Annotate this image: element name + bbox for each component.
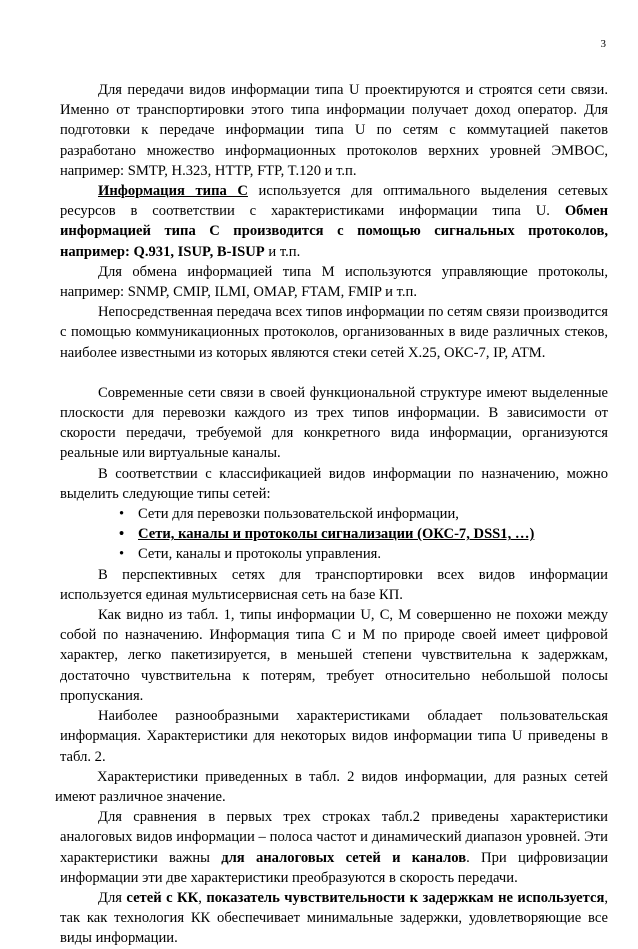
list-item: • Сети, каналы и протоколы управления. — [138, 544, 608, 564]
cs-tail: , так как технология КК обеспечивает минимальные задержки, удовлетворяющие все виды информации. — [60, 889, 608, 947]
page-number: 3 — [600, 38, 606, 50]
paragraph-multiservice: В перспективных сетях для транспортировки всех видов информации используется единая мультисервисная сеть на базе КП. — [60, 566, 608, 603]
info-type-c-bold: Обмен информацией типа С производится с помощью сигнальных протоколов, например: Q.931, ISUP, B-ISUP — [60, 203, 608, 260]
list-item: • Сети, каналы и протоколы сигнализации (ОКС-7, DSS1, …) — [138, 524, 608, 544]
paragraph-protocol-stacks: Непосредственная передача всех типов информации по сетям связи производится с помощью коммуникационных протоколов, организованных в виде различных стеков, наиболее известными из которых являются стеки сетей X.25, ОКС-7, IP, ATM. — [60, 304, 608, 361]
paragraph-gap — [60, 363, 608, 383]
cs-bold-2: показатель чувствительности к задержкам не используется — [206, 889, 605, 906]
analog-tail: . При цифровизации информации эти две характеристики преобразуются в скорость передачи. — [60, 849, 609, 886]
cs-mid: , — [198, 889, 207, 906]
paragraph-network-types-intro: В соответствии с классификацией видов информации по назначению, можно выделить следующие типы сетей: — [60, 465, 608, 502]
paragraph-info-type-m: Для обмена информацией типа М используются управляющие протоколы, например: SNMP, CMIP, ILMI, OMAP, FTAM, FMIP и т.п. — [60, 263, 608, 301]
paragraph-info-type-u: Для передачи видов информации типа U проектируются и строятся сети связи. Именно от транспортировки этого типа информации получает доход оператор. Для подготовки к передаче информации типа U по сетям с коммутацией пакетов разработано множество информационных протоколов верхних уровней ЭМВОС, например: SMTP, H.323, HTTP, FTP, T.120 и т.п. — [60, 82, 608, 179]
info-type-c-heading: Информация типа С — [98, 183, 248, 200]
info-type-c-text: используется для оптимального выделения сетевых ресурсов в соответствии с характеристиками информации типа U. — [60, 183, 608, 220]
paragraph-user-info: Наиболее разнообразными характеристиками обладает пользовательская информация. Характеристики для некоторых видов информации типа U приведены в табл. 2. — [60, 708, 608, 765]
paragraph-table1-comparison: Как видно из табл. 1, типы информации U, C, M совершенно не похожи между собой по назначению. Информация типа С и М по природе своей имеет цифровой характер, легко пакетизируется, в меньшей степени чувствительна к задержкам, достаточно чувствительна к потерям, требует относительно небольшой полосы пропускания. — [60, 607, 608, 704]
analog-bold: для аналоговых сетей и каналов — [221, 849, 467, 866]
paragraph-analog-comparison — [60, 807, 608, 888]
cs-pre: Для — [98, 889, 127, 906]
network-types-list — [60, 504, 608, 565]
paragraph-info-type-c — [60, 181, 608, 262]
analog-text: Для сравнения в первых трех строках табл.2 приведены характеристики аналоговых видов информации – полоса частот и динамический диапазон уровней. Эти характеристики важны — [60, 809, 608, 866]
cs-bold: сетей с КК — [126, 889, 199, 906]
paragraph-circuit-switching — [60, 888, 608, 949]
paragraph-network-planes: Современные сети связи в своей функциональной структуре имеют выделенные плоскости для перевозки каждого из трех типов информации. В зависимости от скорости передачи, требуемой для конкретного вида информации, организуются реальные или виртуальные каналы. — [60, 384, 608, 462]
list-item: • Сети для перевозки пользовательской информации, — [138, 504, 608, 524]
info-type-c-tail: и т.п. — [264, 243, 301, 260]
paragraph-characteristics: Характеристики приведенных в табл. 2 видов информации, для разных сетей имеют различное значение. — [55, 768, 608, 805]
